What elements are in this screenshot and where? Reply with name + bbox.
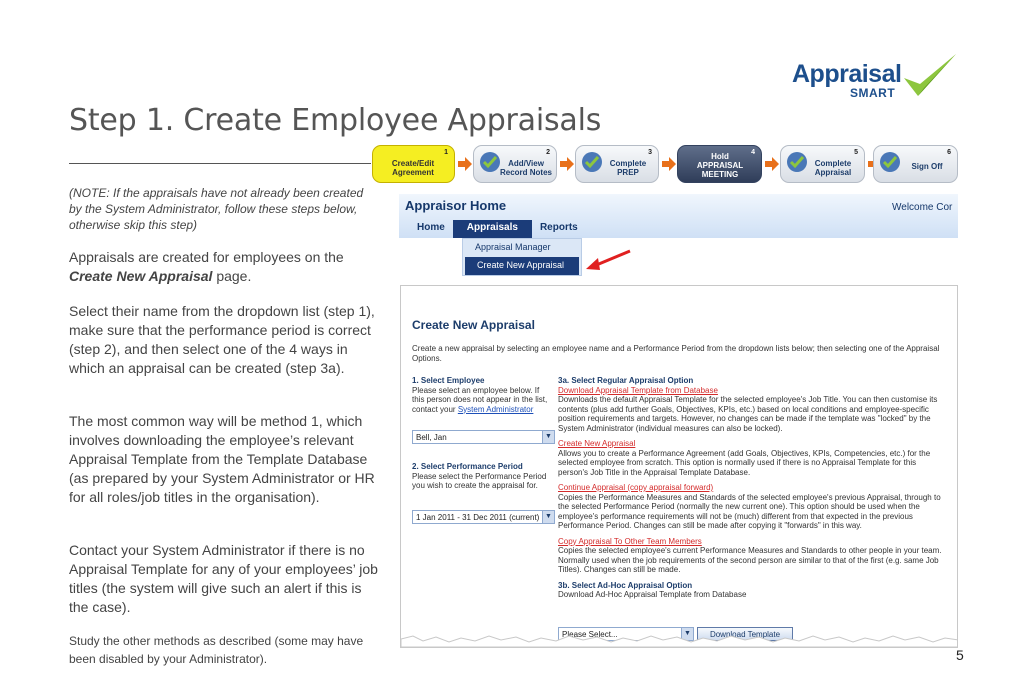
paragraph-text: Appraisals are created for employees on the — [69, 249, 344, 265]
pointer-arrow-icon — [584, 248, 632, 274]
step-label — [805, 159, 861, 177]
section-title: 3a. Select Regular Appraisal Option — [558, 376, 694, 385]
section-select-period — [412, 462, 554, 491]
step-label-line2: PREP — [617, 168, 639, 177]
step-label-line2: APPRAISAL — [696, 161, 744, 170]
section-select-employee — [412, 376, 552, 414]
step-label — [900, 162, 954, 171]
menu-item-create-new-appraisal[interactable]: Create New Appraisal — [465, 257, 579, 275]
chevron-down-icon: ▼ — [681, 628, 693, 640]
page-title: Step 1. Create Employee Appraisals — [69, 103, 602, 138]
option-continue-appraisal-link[interactable]: Continue Appraisal (copy appraisal forward) — [558, 483, 714, 492]
welcome-text: Welcome Cor — [892, 202, 953, 213]
appraisor-home-title: Appraisor Home — [405, 198, 507, 213]
main-nav — [409, 220, 586, 238]
adhoc-select-value: Please Select... — [562, 630, 618, 639]
step-number: 1 — [444, 149, 448, 156]
globe-icon — [879, 151, 901, 173]
step-label — [381, 159, 445, 177]
step-5-complete-appraisal[interactable] — [780, 145, 865, 183]
step-label-line1: Add/View — [508, 159, 544, 168]
note-text: (NOTE: If the appraisals have not already been created by the System Administrator, follow these steps below, otherwise skip this step) — [69, 186, 364, 232]
nav-reports[interactable]: Reports — [539, 222, 578, 233]
step-label-line2: Appraisal — [814, 168, 852, 177]
paragraph-other-methods: Study the other methods as described (some may have been disabled by your Administrator). — [69, 634, 364, 666]
title-divider — [69, 163, 371, 164]
download-template-button[interactable]: Download Template — [697, 627, 793, 641]
nav-home[interactable]: Home — [417, 222, 445, 233]
appraisal-smart-logo — [792, 52, 960, 108]
section-regular-options — [558, 376, 948, 600]
step-2-add-view-record-notes[interactable] — [473, 145, 557, 183]
step-number: 5 — [854, 149, 858, 156]
option-create-new-text: Allows you to create a Performance Agreement (add Goals, Objectives, KPIs, Competencies, etc.) for the selected employee from scratch. This option is normally used if there is no Appraisal Template for this person's Job Title in the Appraisal Template Database. — [558, 448, 931, 477]
option-copy-to-team-text: Copies the selected employee's current Performance Measures and Standards to other people in your team. Normally used when the job requirements of the second person are similar to that of the first (e.g. same Job Titles). Changes can still be made. — [558, 546, 942, 574]
step-arrow-icon — [560, 157, 574, 171]
chevron-down-icon: ▼ — [542, 431, 554, 443]
system-administrator-link[interactable]: System Administrator — [457, 404, 534, 414]
step-label-line1: Sign Off — [911, 162, 943, 171]
option-continue-appraisal-text: Copies the Performance Measures and Standards of the selected employee's previous Appraisal, through to the selected Performance Period (normally the new current one). This option should be used when the employee's performance requirements will not be (much) different from that expected in the previous Performance Period. Changes can still be made after copying it "forwards" in this way. — [558, 492, 941, 530]
option-create-new-link[interactable]: Create New Appraisal — [558, 439, 636, 448]
step-label-line2: Agreement — [392, 168, 434, 177]
step-3-complete-prep[interactable] — [575, 145, 659, 183]
step-arrow-icon — [765, 157, 779, 171]
create-new-appraisal-title: Create New Appraisal — [412, 318, 535, 332]
menu-item-appraisal-manager[interactable]: Appraisal Manager — [475, 242, 551, 252]
period-select-value: 1 Jan 2011 - 31 Dec 2011 (current) — [416, 513, 540, 522]
step-label-line2: Record Notes — [499, 168, 552, 177]
step-label — [682, 152, 758, 179]
page-number: 5 — [956, 647, 964, 663]
employee-select-value: Bell, Jan — [416, 433, 447, 442]
step-label-line1: Complete — [609, 159, 647, 168]
employee-select[interactable] — [412, 430, 555, 444]
step-number: 3 — [648, 149, 652, 156]
step-arrow-icon — [662, 157, 676, 171]
section-title: 1. Select Employee — [412, 376, 485, 385]
chevron-down-icon: ▼ — [542, 511, 554, 523]
create-new-appraisal-intro: Create a new appraisal by selecting an employee name and a Performance Period from the dropdown lists below; then selecting one of the Appraisal Options. — [412, 344, 940, 363]
paragraph-text-after: page. — [212, 268, 252, 284]
step-label-line1: Complete — [814, 159, 852, 168]
adhoc-template-text: Download Ad-Hoc Appraisal Template from Database — [558, 590, 747, 599]
section-title: 2. Select Performance Period — [412, 462, 523, 471]
create-new-appraisal-screenshot — [400, 285, 958, 648]
paragraph-select-name: Select their name from the dropdown list (step 1), make sure that the performance period is correct (step 2), and then select one of the 4 ways in which an appraisal can be created (step 3a). — [69, 303, 375, 376]
step-arrow-icon — [458, 157, 472, 171]
option-copy-to-team-link[interactable]: Copy Appraisal To Other Team Members — [558, 536, 702, 546]
section-text: Please select the Performance Period you wish to create the appraisal for. — [412, 471, 547, 490]
step-number: 6 — [947, 149, 951, 156]
torn-edge — [401, 631, 958, 647]
nav-appraisals[interactable]: Appraisals — [453, 220, 532, 238]
section-text: Please select an employee below. If this person does not appear in the list, contact your — [412, 385, 548, 414]
step-6-sign-off[interactable] — [873, 145, 958, 183]
paragraph-contact-admin: Contact your System Administrator if there is no Appraisal Template for any of your employees’ job titles (the system will give such an alert if this is the case). — [69, 542, 378, 615]
step-number: 2 — [546, 149, 550, 156]
paragraph-common-method: The most common way will be method 1, which involves downloading the employee’s relevant Appraisal Template from the Template Database (as prepared by your System Administrator or HR for all roles/job titles in the organisation). — [69, 413, 375, 505]
step-1-create-edit-agreement[interactable] — [372, 145, 455, 183]
appraisor-home-header — [399, 194, 958, 238]
step-number: 4 — [751, 149, 755, 156]
logo-word: Appraisal — [792, 60, 902, 88]
step-label — [600, 159, 656, 177]
appraisor-home-screenshot — [399, 194, 958, 278]
appraisals-dropdown-menu — [462, 238, 582, 276]
option-download-template-text: Downloads the default Appraisal Template for the selected employee's Job Title. You can then customise its contents (plus add further Goals, Objectives, KPIs, etc.) based on local conditions and employee-specific position requirements and targets. However, no changes can be made if the template was "locked" by the System Administrator (individual measures can also be locked). — [558, 395, 938, 433]
step-label-line1: Create/Edit — [391, 159, 435, 168]
step-label — [498, 159, 554, 177]
page-name-emphasis: Create New Appraisal — [69, 268, 213, 284]
paragraph-create-new — [69, 248, 384, 286]
section-title: 3b. Select Ad-Hoc Appraisal Option — [558, 580, 693, 590]
step-4-hold-appraisal-meeting[interactable] — [677, 145, 762, 183]
step-label-line1: Hold — [711, 152, 729, 161]
performance-period-select[interactable] — [412, 510, 555, 524]
option-download-template-link[interactable]: Download Appraisal Template from Database — [558, 385, 718, 395]
checkmark-icon — [900, 52, 960, 102]
logo-smart: SMART — [850, 86, 896, 100]
step-label-line3: MEETING — [701, 170, 739, 179]
